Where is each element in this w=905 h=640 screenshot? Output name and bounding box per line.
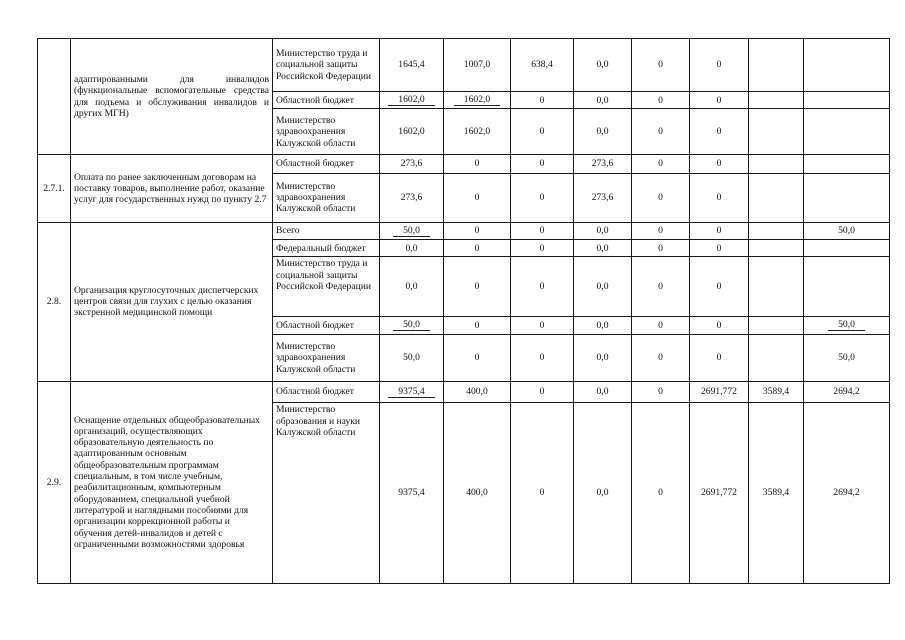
value-text: 1602,0	[454, 95, 500, 106]
row-index: 2.9.	[38, 381, 71, 583]
value-cell: 1602,0	[444, 109, 511, 155]
value-cell: 0	[511, 173, 574, 222]
value-cell: 0	[690, 39, 749, 92]
funding-source: Министерство здравоохранения Калужской области	[273, 334, 380, 381]
value-cell: 0	[632, 381, 690, 402]
value-cell: 0	[690, 334, 749, 381]
value-cell: 0	[632, 222, 690, 239]
value-cell	[380, 222, 444, 239]
value-cell: 0	[444, 155, 511, 173]
value-cell	[380, 92, 444, 109]
funding-source: Всего	[273, 222, 380, 239]
value-cell: 0	[444, 316, 511, 334]
measure-description: Оснащение отдельных общеобразовательных организаций, осуществляющих образовательную деятельность по адаптированным основным общеобразовательным программам специальным, в том числе учебным, реабилитационным, компьютерным оборудованием, специальной учебной литературой и наглядными пособиями для организации коррекционной работы и обучения детей-инвалидов и детей с ограниченными возможностями здоровья	[71, 381, 273, 583]
funding-source: Министерство труда и социальной защиты Российской Федерации	[273, 257, 380, 316]
value-cell: 0,0	[574, 109, 632, 155]
value-cell: 400,0	[444, 403, 511, 584]
value-text: 9375,4	[388, 387, 434, 398]
value-cell: 0,0	[574, 316, 632, 334]
value-cell: 273,6	[380, 173, 444, 222]
value-cell	[749, 240, 804, 257]
value-cell	[804, 257, 890, 316]
value-cell: 273,6	[380, 155, 444, 173]
value-cell: 0,0	[574, 334, 632, 381]
value-cell: 0	[690, 173, 749, 222]
value-cell	[749, 316, 804, 334]
value-cell: 0	[511, 240, 574, 257]
value-cell: 0	[690, 155, 749, 173]
value-cell: 0,0	[574, 222, 632, 239]
value-cell	[804, 155, 890, 173]
funding-source: Министерство образования и науки Калужской области	[273, 403, 380, 584]
value-cell: 0	[632, 109, 690, 155]
value-cell: 3589,4	[749, 403, 804, 584]
funding-source: Областной бюджет	[273, 381, 380, 402]
value-cell: 9375,4	[380, 403, 444, 584]
value-cell: 0	[632, 403, 690, 584]
value-cell: 1602,0	[380, 109, 444, 155]
funding-source: Министерство труда и социальной защиты Российской Федерации	[273, 39, 380, 92]
value-cell	[804, 316, 890, 334]
value-text: 50,0	[393, 320, 430, 331]
value-cell: 638,4	[511, 39, 574, 92]
measure-description: Организация круглосуточных диспетчерских центров связи для глухих с целью оказания экстренной медицинской помощи	[71, 222, 273, 381]
value-cell: 273,6	[574, 155, 632, 173]
value-cell: 0	[511, 222, 574, 239]
value-cell: 2691,772	[690, 381, 749, 402]
value-cell	[749, 222, 804, 239]
value-cell: 3589,4	[749, 381, 804, 402]
value-cell: 0	[690, 257, 749, 316]
value-text: 50,0	[828, 320, 865, 331]
value-cell: 0	[511, 403, 574, 584]
row-index: 2.7.1.	[38, 155, 71, 222]
value-cell: 0	[632, 173, 690, 222]
value-cell	[749, 257, 804, 316]
value-cell: 0	[444, 240, 511, 257]
funding-source: Областной бюджет	[273, 155, 380, 173]
value-cell: 1007,0	[444, 39, 511, 92]
value-cell: 0	[632, 240, 690, 257]
value-cell: 0	[632, 316, 690, 334]
value-cell: 0,0	[380, 240, 444, 257]
value-cell: 2694,2	[804, 403, 890, 584]
value-cell: 0,0	[574, 240, 632, 257]
funding-source: Областной бюджет	[273, 92, 380, 109]
value-cell: 0	[690, 316, 749, 334]
table-row	[38, 222, 890, 239]
value-cell	[804, 109, 890, 155]
value-text: 1602,0	[388, 95, 434, 106]
funding-source: Министерство здравоохранения Калужской области	[273, 173, 380, 222]
value-text: 50,0	[393, 226, 430, 237]
value-cell	[804, 92, 890, 109]
value-cell: 0	[511, 257, 574, 316]
row-index	[38, 39, 71, 155]
value-cell: 0	[632, 92, 690, 109]
value-cell	[444, 92, 511, 109]
value-cell	[804, 39, 890, 92]
funding-source: Областной бюджет	[273, 316, 380, 334]
funding-source: Федеральный бюджет	[273, 240, 380, 257]
value-cell: 400,0	[444, 381, 511, 402]
value-cell: 0	[511, 109, 574, 155]
value-cell: 273,6	[574, 173, 632, 222]
value-cell: 0,0	[574, 257, 632, 316]
value-cell	[749, 39, 804, 92]
value-cell: 0	[690, 109, 749, 155]
value-cell	[749, 92, 804, 109]
value-cell	[380, 316, 444, 334]
value-cell	[749, 334, 804, 381]
value-cell: 0,0	[574, 403, 632, 584]
value-cell: 50,0	[380, 334, 444, 381]
value-cell: 50,0	[804, 222, 890, 239]
value-cell: 0,0	[574, 92, 632, 109]
table-row	[38, 39, 890, 92]
value-cell: 0	[632, 39, 690, 92]
value-cell	[749, 155, 804, 173]
value-cell: 0,0	[574, 381, 632, 402]
budget-table	[37, 38, 890, 584]
value-cell: 0	[511, 381, 574, 402]
value-cell: 0,0	[380, 257, 444, 316]
value-cell: 0	[690, 240, 749, 257]
value-cell: 0	[632, 334, 690, 381]
measure-description: адаптированными для инвалидов (функциональные вспомогательные средства для подъема и обслуживания инвалидов и других МГН)	[71, 39, 273, 155]
value-cell: 0	[444, 257, 511, 316]
value-cell	[804, 173, 890, 222]
value-cell	[804, 240, 890, 257]
table-row	[38, 155, 890, 173]
value-cell: 0	[511, 316, 574, 334]
value-cell: 0	[511, 92, 574, 109]
value-cell: 50,0	[804, 334, 890, 381]
value-cell: 2691,772	[690, 403, 749, 584]
value-cell: 0	[632, 257, 690, 316]
value-cell: 0	[444, 334, 511, 381]
value-cell: 0	[632, 155, 690, 173]
value-cell	[380, 381, 444, 402]
table-row	[38, 381, 890, 402]
value-cell: 0	[511, 155, 574, 173]
value-cell: 2694,2	[804, 381, 890, 402]
value-cell: 1645,4	[380, 39, 444, 92]
value-cell: 0,0	[574, 39, 632, 92]
value-cell: 0	[690, 92, 749, 109]
value-cell: 0	[444, 173, 511, 222]
value-cell	[749, 173, 804, 222]
value-cell: 0	[690, 222, 749, 239]
funding-source: Министерство здравоохранения Калужской области	[273, 109, 380, 155]
value-cell: 0	[511, 334, 574, 381]
value-cell	[749, 109, 804, 155]
measure-description: Оплата по ранее заключенным договорам на поставку товаров, выполнение работ, оказание услуг для государственных нужд по пункту 2.7	[71, 155, 273, 222]
value-cell: 0	[444, 222, 511, 239]
row-index: 2.8.	[38, 222, 71, 381]
